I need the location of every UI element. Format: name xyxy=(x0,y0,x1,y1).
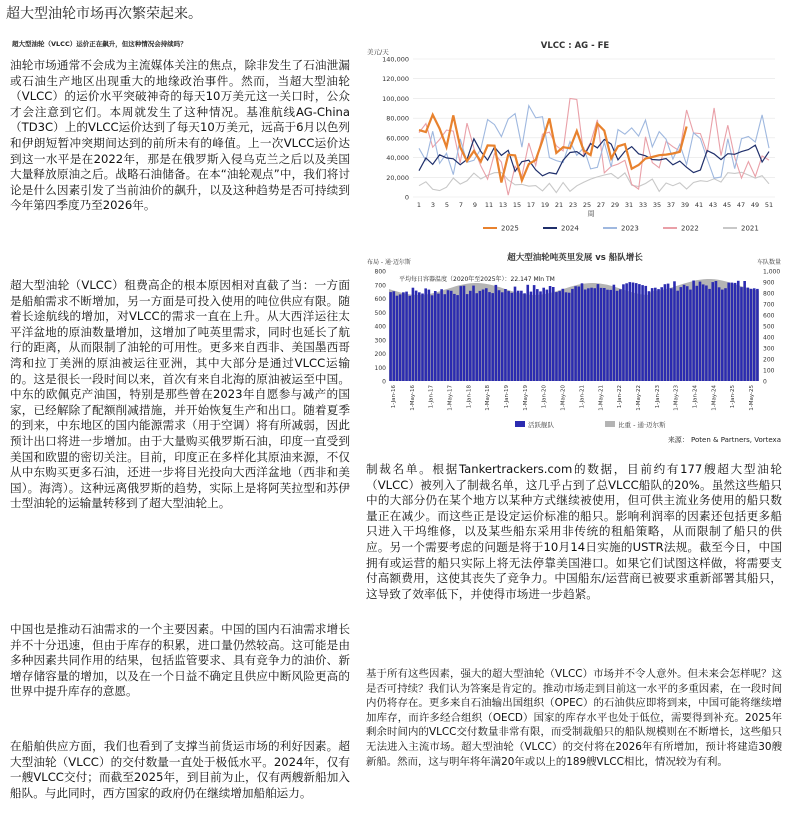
chart1-legend-label: 2021 xyxy=(741,224,759,233)
chart2-bar xyxy=(696,286,699,381)
chart1-legend-label: 2022 xyxy=(681,224,699,233)
chart2-right-tick: 0 xyxy=(763,378,767,386)
chart2-bar xyxy=(727,283,730,381)
chart1-xtick: 51 xyxy=(764,201,774,209)
chart1-xlabel: 周 xyxy=(587,210,595,218)
chart2-bar xyxy=(437,294,440,381)
chart2-left-tick: 800 xyxy=(374,268,386,276)
chart2-bar xyxy=(511,293,514,381)
chart2-bar xyxy=(434,291,437,381)
chart1-ytick: 100,000 xyxy=(382,94,409,103)
chart2-bar xyxy=(664,284,667,381)
chart2-bar xyxy=(613,285,616,381)
chart2-left-tick: 700 xyxy=(374,282,386,290)
chart2-bar xyxy=(424,288,427,381)
chart1-ylabel: 美元/天 xyxy=(367,48,389,56)
chart1-legend-label: 2025 xyxy=(501,224,519,233)
chart2-xtick: 1-Jan-20 xyxy=(541,385,548,409)
chart1-xtick: 31 xyxy=(624,201,634,209)
chart2-xtick: 1-May-19 xyxy=(522,385,529,411)
chart2-bar xyxy=(676,291,679,381)
chart2-bar xyxy=(389,292,392,381)
page-subtitle: 超大型油轮（VLCC）运价正在飙升，但这种情况会持续吗？ xyxy=(12,40,187,48)
chart2-bar xyxy=(606,290,609,381)
chart2-bar xyxy=(711,282,714,381)
chart2-bar xyxy=(530,292,533,381)
chart2-bar xyxy=(734,283,737,381)
chart2-legend-area-swatch xyxy=(605,421,615,427)
chart2-legend-bar-swatch xyxy=(515,421,525,427)
chart2-bar xyxy=(491,293,494,381)
chart2-bar xyxy=(402,292,405,381)
chart2-right-tick: 300 xyxy=(763,345,775,353)
chart1-legend-label: 2024 xyxy=(561,224,579,233)
chart1-ytick: 120,000 xyxy=(382,75,409,84)
chart2-inner-label: 平均每日容器温度（2020年至2025年）：22.147 Mln TM xyxy=(399,276,555,283)
chart2-bar xyxy=(593,288,596,381)
chart2-bar xyxy=(507,291,510,381)
chart2-bar xyxy=(660,287,663,381)
chart2-bar xyxy=(574,286,577,381)
chart2-xtick: 1-Jan-16 xyxy=(391,385,397,409)
chart2-xtick: 1-Jan-23 xyxy=(654,385,661,409)
chart2-bar xyxy=(651,288,654,381)
chart2-bar xyxy=(635,283,638,381)
chart2-bar xyxy=(517,291,520,381)
chart1-xtick: 17 xyxy=(526,201,536,209)
chart2-xtick: 1-Jan-22 xyxy=(617,385,624,409)
chart2-bar xyxy=(740,287,743,381)
chart1-xtick: 7 xyxy=(458,201,464,209)
chart2-left-tick: 0 xyxy=(382,378,386,386)
chart2-bar xyxy=(629,282,632,381)
chart2-bar xyxy=(568,293,571,381)
chart2-xtick: 1-May-24 xyxy=(711,385,718,411)
chart2-bar xyxy=(542,288,545,381)
chart2-xtick: 1-Jan-19 xyxy=(504,385,511,409)
chart2-bar xyxy=(399,294,402,381)
chart2-bar xyxy=(619,289,622,381)
chart2-right-tick: 900 xyxy=(763,279,775,287)
chart2-xtick: 1-May-20 xyxy=(560,385,567,411)
chart2-bar xyxy=(549,286,552,381)
chart2-bar xyxy=(546,290,549,381)
chart1-ytick: 140,000 xyxy=(382,55,409,64)
chart1-ytick: 80,000 xyxy=(386,114,409,123)
chart2-bar xyxy=(562,289,565,381)
chart2-xtick: 1-Jan-18 xyxy=(466,385,473,409)
chart2-left-tick: 600 xyxy=(374,296,386,303)
chart2-xtick: 1-May-25 xyxy=(749,385,755,411)
chart1-xtick: 3 xyxy=(430,201,436,209)
chart1-xtick: 5 xyxy=(444,201,450,209)
chart1-xtick: 41 xyxy=(694,201,704,209)
chart2-bar xyxy=(743,281,746,381)
chart2-bar xyxy=(488,292,491,381)
chart2-bar xyxy=(577,287,580,382)
chart2-bar xyxy=(469,291,472,381)
chart2-right-tick: 200 xyxy=(763,356,775,364)
chart1-ytick: 40,000 xyxy=(386,154,409,163)
chart2-legend-bar: 活跃舰队 xyxy=(528,421,554,429)
chart2-bar xyxy=(571,289,574,381)
chart1-ytick: 20,000 xyxy=(386,173,409,182)
chart2-left-tick: 200 xyxy=(374,351,386,358)
chart2-bar xyxy=(466,294,469,381)
chart1-xtick: 49 xyxy=(750,201,760,209)
chart1-xtick: 47 xyxy=(736,201,746,209)
paragraph-supply: 在船舶供应方面，我们也看到了支撑当前货运市场的利好因素。超大型油轮（VLCC）的交付数量一直处于极低水平。2024年，仅有一艘VLCC交付；而截至2025年，到目前为止，仅有两艘新船加入船队。与此同时，西方国家的政府仍在继续增加船舶运力。 xyxy=(10,739,350,800)
chart2-bar xyxy=(715,281,718,381)
chart2-bar xyxy=(680,287,683,381)
chart2-left-tick: 400 xyxy=(374,323,386,331)
chart2-bar xyxy=(450,291,453,381)
chart2-bar xyxy=(747,288,750,381)
chart2-bar xyxy=(539,291,542,381)
chart2-bar xyxy=(692,281,695,382)
chart2-right-tick: 100 xyxy=(763,367,775,375)
chart2-bar xyxy=(600,288,603,381)
chart2-right-label: 车队数量 xyxy=(756,259,781,266)
chart1-xtick: 21 xyxy=(554,201,564,209)
chart2-title: 超大型油轮吨英里发展 vs 船队增长 xyxy=(507,253,643,263)
chart1-xtick: 37 xyxy=(666,201,676,209)
chart2-bar xyxy=(463,286,466,381)
chart2-bar xyxy=(708,289,711,381)
chart2-bar xyxy=(392,291,395,381)
chart2-bar xyxy=(644,286,647,381)
chart2-bar xyxy=(475,293,478,381)
chart2-xtick: 1-May-17 xyxy=(447,385,454,411)
chart2-bar xyxy=(412,288,415,381)
chart2-right-tick: 500 xyxy=(763,323,775,331)
chart2-bar xyxy=(523,293,526,381)
chart2-bar xyxy=(657,289,660,381)
chart2-bar xyxy=(603,288,606,381)
chart2-bar xyxy=(408,296,411,381)
chart2-bar xyxy=(699,282,702,381)
chart1-xtick: 23 xyxy=(568,201,578,209)
chart2-xtick: 1-Jan-25 xyxy=(730,385,737,409)
chart2-left-tick: 500 xyxy=(374,309,386,317)
chart2-bar xyxy=(587,288,590,381)
chart2-bar xyxy=(482,290,485,382)
chart2-bar xyxy=(638,284,641,381)
chart1-xtick: 9 xyxy=(472,201,478,209)
paragraph-intro: 油轮市场通常不会成为主流媒体关注的焦点，除非发生了石油泄漏或石油生产地区出现重大的地缘政治事件。然而，当超大型油轮（VLCC）的运价水平突破神奇的每天10万美元这一关口时，公众才会注意到它们。本周就发生了这种情况。基准航线AG-China（TD3C）上的VLCC运价达到了每天10万美元，远高于6月以色列和伊朗短暂冲突期间达到的前所未有的峰值。上一次VLCC运价达到这一水平是在2022年，那是在俄罗斯入侵乌克兰之后以及美国大量释放原油之后。战略石油储备。在本“油轮观点”中，我们将讨论是什么因素引发了当前油价的飙升，以及这种趋势是否可持续到今年第四季度乃至2026年。 xyxy=(10,58,350,213)
chart1-xtick: 19 xyxy=(540,201,550,209)
chart2-bar xyxy=(485,288,488,381)
chart2-source: 来源： Poten & Partners, Vortexa xyxy=(667,436,781,444)
chart2-right-tick: 800 xyxy=(763,290,775,298)
chart2-bar xyxy=(431,295,434,381)
chart2-bar xyxy=(552,287,555,381)
chart2-bar xyxy=(686,286,689,381)
chart2-bar xyxy=(447,290,450,381)
chart2-bar xyxy=(632,283,635,382)
chart2-bar xyxy=(520,291,523,381)
chart2-bar xyxy=(415,291,418,381)
chart1-title: VLCC : AG - FE xyxy=(540,41,610,51)
chart1-legend-label: 2023 xyxy=(621,224,639,233)
chart2-bar xyxy=(498,290,501,381)
chart2-bar xyxy=(555,292,558,381)
chart2-left-tick: 100 xyxy=(374,364,386,372)
chart2-left-tick: 300 xyxy=(374,337,386,345)
chart2-bar xyxy=(705,286,708,382)
chart2-bar xyxy=(459,286,462,381)
chart1-xtick: 13 xyxy=(498,201,508,209)
chart2-bar xyxy=(396,296,399,381)
chart2-xtick: 1-May-21 xyxy=(598,385,605,411)
chart2-bar xyxy=(565,292,568,381)
vlcc-rates-chart xyxy=(365,37,783,235)
chart2-bar xyxy=(753,288,756,381)
chart2-bar xyxy=(536,289,539,381)
chart2-bar xyxy=(440,289,443,381)
paragraph-sanctions: 制裁名单。根据Tankertrackers.com的数据，目前约有177艘超大型油轮（VLCC）被列入了制裁名单，这几乎占到了总VLCC船队的20%。虽然这些船只中的大部分仍在某个地方以某种方式继续被使用，但可供主流业务使用的船只数量正在减少。而这些正是设定运价标准的船只。影响利润率的因素还包括更多船只进入干坞维修，以及某些船东采用非传统的租船策略，从而限制了船只的供应。另一个需要考虑的问题是将于10月14日实施的USTR法规。截至今日，中国拥有或运营的船只实际上将无法停靠美国港口。如果它们试图这样做，将需要支付高额费用，这使其丧失了竞争力。中国船东/运营商已被要求重新部署其船只，这导致了效率低下，并使得市场进一步趋紧。 xyxy=(366,462,782,601)
page-title: 超大型油轮市场再次繁荣起来。 xyxy=(6,6,202,22)
chart2-bar xyxy=(673,281,676,381)
chart2-bar xyxy=(418,292,421,381)
chart2-bar xyxy=(750,289,753,381)
chart2-xtick: 1-Jan-24 xyxy=(692,385,699,409)
chart1-ytick: 60,000 xyxy=(386,134,409,143)
chart2-bar xyxy=(648,291,651,381)
chart1-xtick: 33 xyxy=(638,201,648,209)
chart2-bar xyxy=(421,294,424,382)
chart2-xtick: 1-May-18 xyxy=(485,385,492,411)
chart2-legend-area: 比重 - 通·迈尔斯 xyxy=(618,421,666,429)
chart2-bar xyxy=(683,285,686,381)
chart2-right-tick: 1,000 xyxy=(763,268,781,276)
chart2-xtick: 1-Jan-17 xyxy=(428,385,435,409)
chart2-bar xyxy=(609,290,612,381)
tonmile-fleet-chart xyxy=(365,251,783,447)
chart1-xtick: 29 xyxy=(610,201,620,209)
chart2-bar xyxy=(495,285,498,381)
chart2-bar xyxy=(616,291,619,381)
chart2-right-tick: 600 xyxy=(763,312,775,320)
chart2-xtick: 1-May-16 xyxy=(409,385,416,411)
chart2-bar xyxy=(590,288,593,381)
chart2-bar xyxy=(667,284,670,381)
chart2-bar xyxy=(689,290,692,381)
chart1-xtick: 43 xyxy=(708,201,718,209)
chart1-xtick: 39 xyxy=(680,201,690,209)
chart2-bar xyxy=(756,289,759,381)
chart2-bar xyxy=(597,284,600,381)
chart2-bar xyxy=(721,290,724,381)
chart2-bar xyxy=(472,286,475,381)
chart1-ytick: 0 xyxy=(404,193,409,202)
chart2-bar xyxy=(453,294,456,381)
chart2-bar xyxy=(428,290,431,381)
chart2-bar xyxy=(737,281,740,381)
chart2-bar xyxy=(533,285,536,381)
paragraph-demand: 超大型油轮（VLCC）租费高企的根本原因相对直截了当：一方面是船舶需求不断增加，另一方面是可投入使用的吨位供应有限。随着长途航线的增加，对VLCC的需求一直在上升。从大西洋运往太平洋盆地的原油数量增加，这增加了吨英里需求，同时也延长了航行的距离，从而限制了油轮的可用性。更多来自西非、美国墨西哥湾和拉丁美洲的原油被运往亚洲，其中大部分是通过VLCC运输的。这是很长一段时间以来，首次有来自北海的原油被运至中国。中东的欧佩克产油国，特别是那些曾在2023年自愿参与减产的国家，已经解除了配额削减措施，并开始恢复生产和出口。随着夏季的到来，中东地区的国内能源需求（用于空调）将有所减弱，因此预计出口将进一步增加。由于大量购买俄罗斯石油，印度一直受到美国和欧盟的密切关注。目前，印度正在多样化其原油来源，不仅从中东购买更多石油，还进一步将目光投向大西洋盆地（西非和美国）。海湾）。这种远离俄罗斯的趋势，实际上是将阿芙拉型和苏伊士型油轮的运输量转移到了超大型油轮上。 xyxy=(10,278,350,511)
chart2-bar xyxy=(504,289,507,381)
chart2-bar xyxy=(444,294,447,381)
chart1-xtick: 25 xyxy=(582,201,592,209)
chart2-bar xyxy=(584,290,587,382)
chart2-bar xyxy=(718,287,721,381)
chart2-bar xyxy=(479,291,482,381)
chart1-xtick: 35 xyxy=(652,201,662,209)
chart2-bar xyxy=(654,288,657,381)
chart2-bar xyxy=(405,292,408,381)
chart2-right-tick: 700 xyxy=(763,301,775,309)
chart2-bar xyxy=(501,292,504,381)
chart2-bar xyxy=(622,284,625,381)
chart2-bar xyxy=(731,283,734,381)
chart1-xtick: 45 xyxy=(722,201,732,209)
chart2-right-tick: 400 xyxy=(763,334,775,342)
paragraph-china: 中国也是推动石油需求的一个主要因素。中国的国内石油需求增长并不十分迅速，但由于库存的积累，进口量仍然较高。这可能是由多种因素共同作用的结果，包括监管要求、具有竞争力的油价、新增存储容量的增加，以及在一个日益不确定且供应中断风险更高的世界中提升库存的意愿。 xyxy=(10,622,350,699)
chart2-xtick: 1-Jan-21 xyxy=(579,385,586,409)
chart2-bar xyxy=(558,291,561,381)
chart2-bar xyxy=(456,295,459,381)
chart1-xtick: 11 xyxy=(484,201,494,209)
chart2-left-label: 布局 - 通·迈尔斯 xyxy=(367,259,411,266)
chart2-bar xyxy=(724,288,727,381)
chart1-xtick: 1 xyxy=(416,201,422,209)
chart2-xtick: 1-May-23 xyxy=(673,385,680,411)
paragraph-outlook: 基于所有这些因素，强大的超大型油轮（VLCC）市场并不令人意外。但未来会怎样呢？这是否可持续？我们认为答案是肯定的。推动市场走到目前这一水平的多重因素，在一段时间内仍将存在。更多来自石油输出国组织（OPEC）的石油供应即将到来，中国可能将继续增加库存，而许多经合组织（OECD）国家的库存水平也处于低位，需要得到补充。2025年剩余时间内的VLCC交付数量非常有限，而受制裁船只的船队规模则在不断增长，这些船只无法进入主流市场。超大型油轮（VLCC）的交付将在2026年有所增加，预计将建造30艘新船。然而，这与明年将年满20年或以上的189艘VLCC相比，情况较为有利。 xyxy=(366,668,782,768)
chart2-xtick: 1-May-22 xyxy=(635,385,642,411)
chart2-bar xyxy=(625,283,628,381)
chart2-bar xyxy=(670,288,673,381)
chart2-bar xyxy=(514,287,517,381)
chart1-xtick: 27 xyxy=(596,201,606,209)
chart2-bar xyxy=(581,283,584,381)
chart2-bar xyxy=(641,285,644,381)
chart2-bar xyxy=(526,285,529,381)
chart2-bar xyxy=(702,284,705,381)
chart1-xtick: 15 xyxy=(512,201,522,209)
